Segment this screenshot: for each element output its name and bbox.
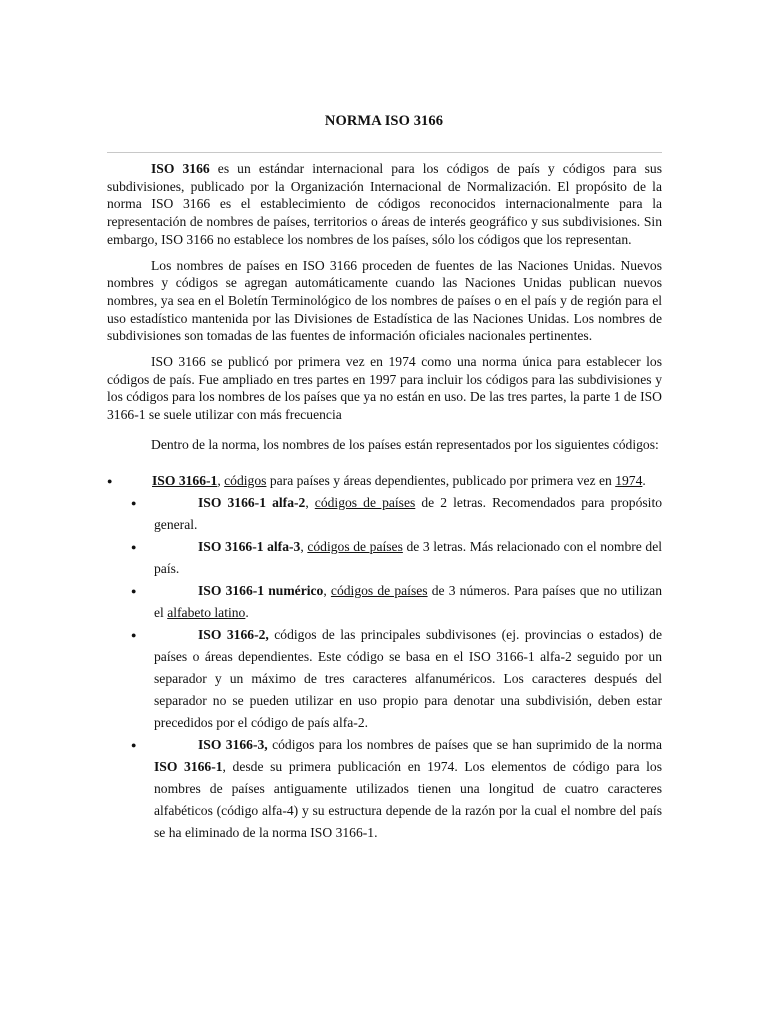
item-bold[interactable]: ISO 3166-1 xyxy=(152,472,218,488)
item-bold: ISO 3166-2, xyxy=(198,626,269,642)
bullet-icon: ● xyxy=(107,475,113,486)
paragraph-3: ISO 3166 se publicó por primera vez en 1974 como una norma única para establecer los códigos de país. Fue ampliado en tres partes en 1997 para incluir los códigos para las subdivisiones y los códigos para los nombres de los países que ya no están en uso. De las tres partes, la parte 1 de ISO 3166-1 se suele utilizar con más frecuencia xyxy=(107,354,662,423)
horizontal-rule xyxy=(107,152,662,153)
list-item-iso-3166-3 xyxy=(107,734,662,844)
item-bold: ISO 3166-1 numérico xyxy=(198,582,324,598)
item-bold: ISO 3166-1 alfa-3 xyxy=(198,538,301,554)
list-item-numerico xyxy=(107,580,662,624)
document-body xyxy=(107,160,662,844)
bullet-icon: ● xyxy=(131,541,137,552)
bullet-icon: ● xyxy=(131,585,137,596)
codes-list xyxy=(107,470,662,844)
list-item-iso-3166-2 xyxy=(107,624,662,734)
list-item-iso-3166-1 xyxy=(107,470,662,492)
codigos-link[interactable]: códigos xyxy=(224,472,267,488)
item-bold: ISO 3166-1 alfa-2 xyxy=(198,494,306,510)
list-item-alfa-2 xyxy=(107,492,662,536)
paragraph-1 xyxy=(107,160,662,249)
item-bold-2: ISO 3166-1 xyxy=(154,758,223,774)
codigos-de-paises-link[interactable]: códigos de países xyxy=(314,494,416,510)
item-text: de 3 letras. Más relacionado con el nombre del país. xyxy=(154,538,663,576)
codigos-de-paises-link[interactable]: códigos de países xyxy=(307,538,403,554)
list-item-alfa-3 xyxy=(107,536,662,580)
codigos-de-paises-link[interactable]: códigos de países xyxy=(330,582,428,598)
paragraph-4: Dentro de la norma, los nombres de los países están representados por los siguientes códigos: xyxy=(151,436,659,452)
paragraph-2: Los nombres de países en ISO 3166 proceden de fuentes de las Naciones Unidas. Nuevos nombres y códigos se agregan automáticamente cuando las Naciones Unidas publican nuevos nombres, ya sea en el Boletín Terminológico de los nombres de países o en el país y de región para el uso estadístico mantenida por las Divisiones de Estadística de las Naciones Unidas. Los nombres de subdivisiones son tomadas de las fuentes de información oficiales nacionales pertinentes. xyxy=(107,257,662,344)
item-sep: , xyxy=(323,582,331,598)
year-link[interactable]: 1974 xyxy=(615,472,643,488)
item-end: . xyxy=(245,604,249,620)
item-text: de 3 números. Para países que no utilizan el xyxy=(154,582,662,620)
bullet-icon: ● xyxy=(131,739,137,750)
item-sep: , xyxy=(305,494,315,510)
item-end: . xyxy=(642,472,646,488)
bullet-icon: ● xyxy=(131,497,137,508)
document-title: NORMA ISO 3166 xyxy=(324,113,444,129)
item-text: códigos de las principales subdivisones (ej. provincias o estados) de países o áreas dependientes. Este código se basa en el ISO 3166-1 alfa-2 seguido por un separador y un máximo de tres caracteres alfanuméricos. Los caracteres después del separador no se pueden utilizar en uso propio para denotar una subdivisión, deben estar precedidos por el código de país alfa-2. xyxy=(154,626,662,730)
item-sep: , xyxy=(217,472,225,488)
alfabeto-latino-link[interactable]: alfabeto latino xyxy=(167,604,246,620)
item-sep: , xyxy=(300,538,308,554)
item-text: de 2 letras. Recomendados para propósito general. xyxy=(154,494,663,532)
paragraph-1-bold: ISO 3166 xyxy=(151,161,210,176)
paragraph-1-text: es un estándar internacional para los códigos de país y códigos para sus subdivisiones, publicado por la Organización Internacional de Normalización. El propósito de la norma ISO 3166 es el establecimiento de códigos reconocidos internacionalmente para la representación de nombres de países, territorios o áreas de interés geográfico y sus subdivisiones. Sin embargo, ISO 3166 no establece los nombres de los países, sólo los códigos que los representan. xyxy=(107,161,663,247)
item-bold: ISO 3166-3, xyxy=(198,736,268,752)
item-text: códigos para los nombres de países que se han suprimido de la norma xyxy=(267,736,662,752)
item-text: para países y áreas dependientes, publicado por primera vez en xyxy=(266,472,616,488)
bullet-icon: ● xyxy=(131,629,137,640)
item-text-2: , desde su primera publicación en 1974. Los elementos de código para los nombres de países antiguamente utilizados tienen una longitud de cuatro caracteres alfabéticos (código alfa-4) y su estructura depende de la razón por la cual el nombre del país se ha eliminado de la norma ISO 3166-1. xyxy=(154,758,662,840)
